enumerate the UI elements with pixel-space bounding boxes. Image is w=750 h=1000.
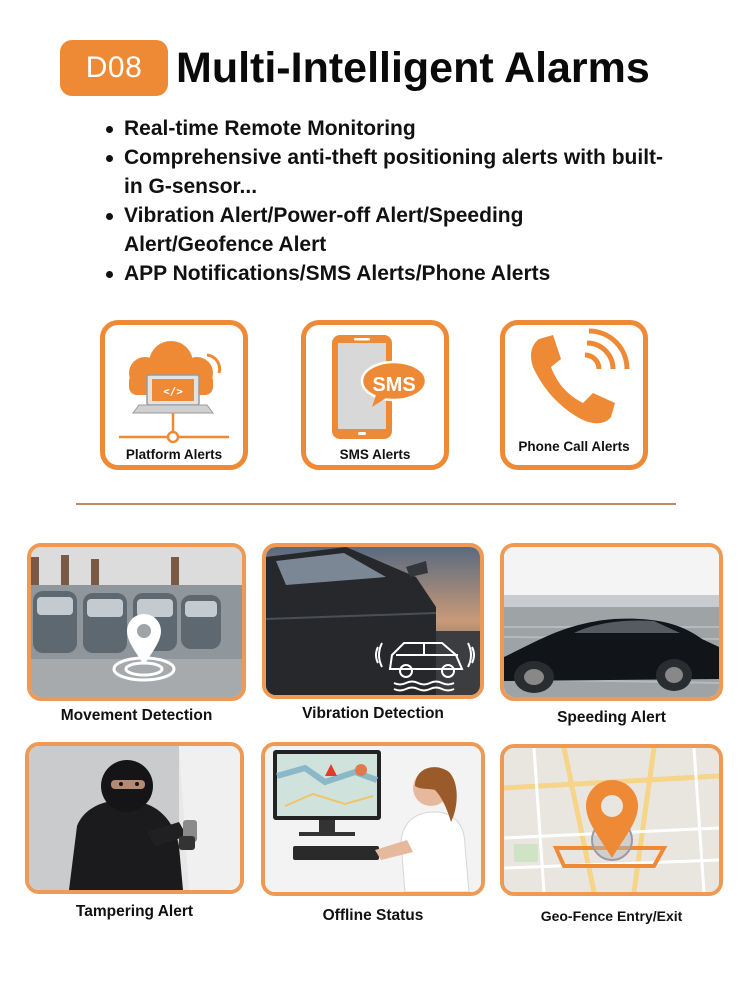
bullet-item: Comprehensive anti-theft positioning alerts with built-in G-sensor... bbox=[104, 143, 664, 201]
header bbox=[60, 38, 700, 98]
parked-cars-scene bbox=[31, 547, 242, 697]
phone-call-alerts-card bbox=[500, 320, 648, 470]
sms-alerts-card bbox=[301, 320, 449, 470]
speeding-car-scene bbox=[504, 547, 719, 697]
movement-detection-label: Movement Detection bbox=[60, 707, 213, 724]
bullet-item: Vibration Alert/Power-off Alert/Speeding Alert/Geofence Alert bbox=[104, 201, 604, 259]
sms-alerts-label: SMS Alerts bbox=[339, 447, 411, 462]
platform-alerts-label: Platform Alerts bbox=[125, 447, 223, 462]
vibration-detection-label: Vibration Detection bbox=[302, 705, 444, 722]
geo-fence-image bbox=[500, 744, 723, 896]
woman-computer-scene bbox=[265, 746, 481, 892]
bullet-item: Real-time Remote Monitoring bbox=[104, 114, 704, 143]
bullet-item: APP Notifications/SMS Alerts/Phone Alerts bbox=[104, 259, 704, 288]
sms-bubble-text: SMS bbox=[372, 374, 416, 396]
movement-detection-image bbox=[27, 543, 246, 701]
offline-status-image bbox=[261, 742, 485, 896]
feature-bullets bbox=[104, 114, 704, 288]
car-dusk-scene bbox=[266, 547, 480, 695]
platform-alerts-card bbox=[100, 320, 248, 470]
tampering-alert-image bbox=[25, 742, 244, 894]
svg-text:</>: </> bbox=[163, 385, 183, 398]
speeding-alert-label: Speeding Alert bbox=[557, 709, 666, 726]
thief-scene bbox=[29, 746, 240, 890]
offline-status-label: Offline Status bbox=[322, 907, 424, 924]
speeding-alert-image bbox=[500, 543, 723, 701]
geo-fence-label: Geo-Fence Entry/Exit bbox=[540, 908, 683, 924]
section-divider bbox=[76, 503, 676, 505]
tampering-alert-label: Tampering Alert bbox=[75, 903, 194, 920]
page-title: Multi-Intelligent Alarms bbox=[176, 44, 650, 92]
vibration-detection-image bbox=[262, 543, 484, 699]
map-scene bbox=[504, 748, 719, 892]
phone-call-alerts-label: Phone Call Alerts bbox=[518, 439, 630, 454]
cloud-laptop-icon bbox=[105, 325, 243, 465]
model-badge: D08 bbox=[60, 40, 168, 96]
